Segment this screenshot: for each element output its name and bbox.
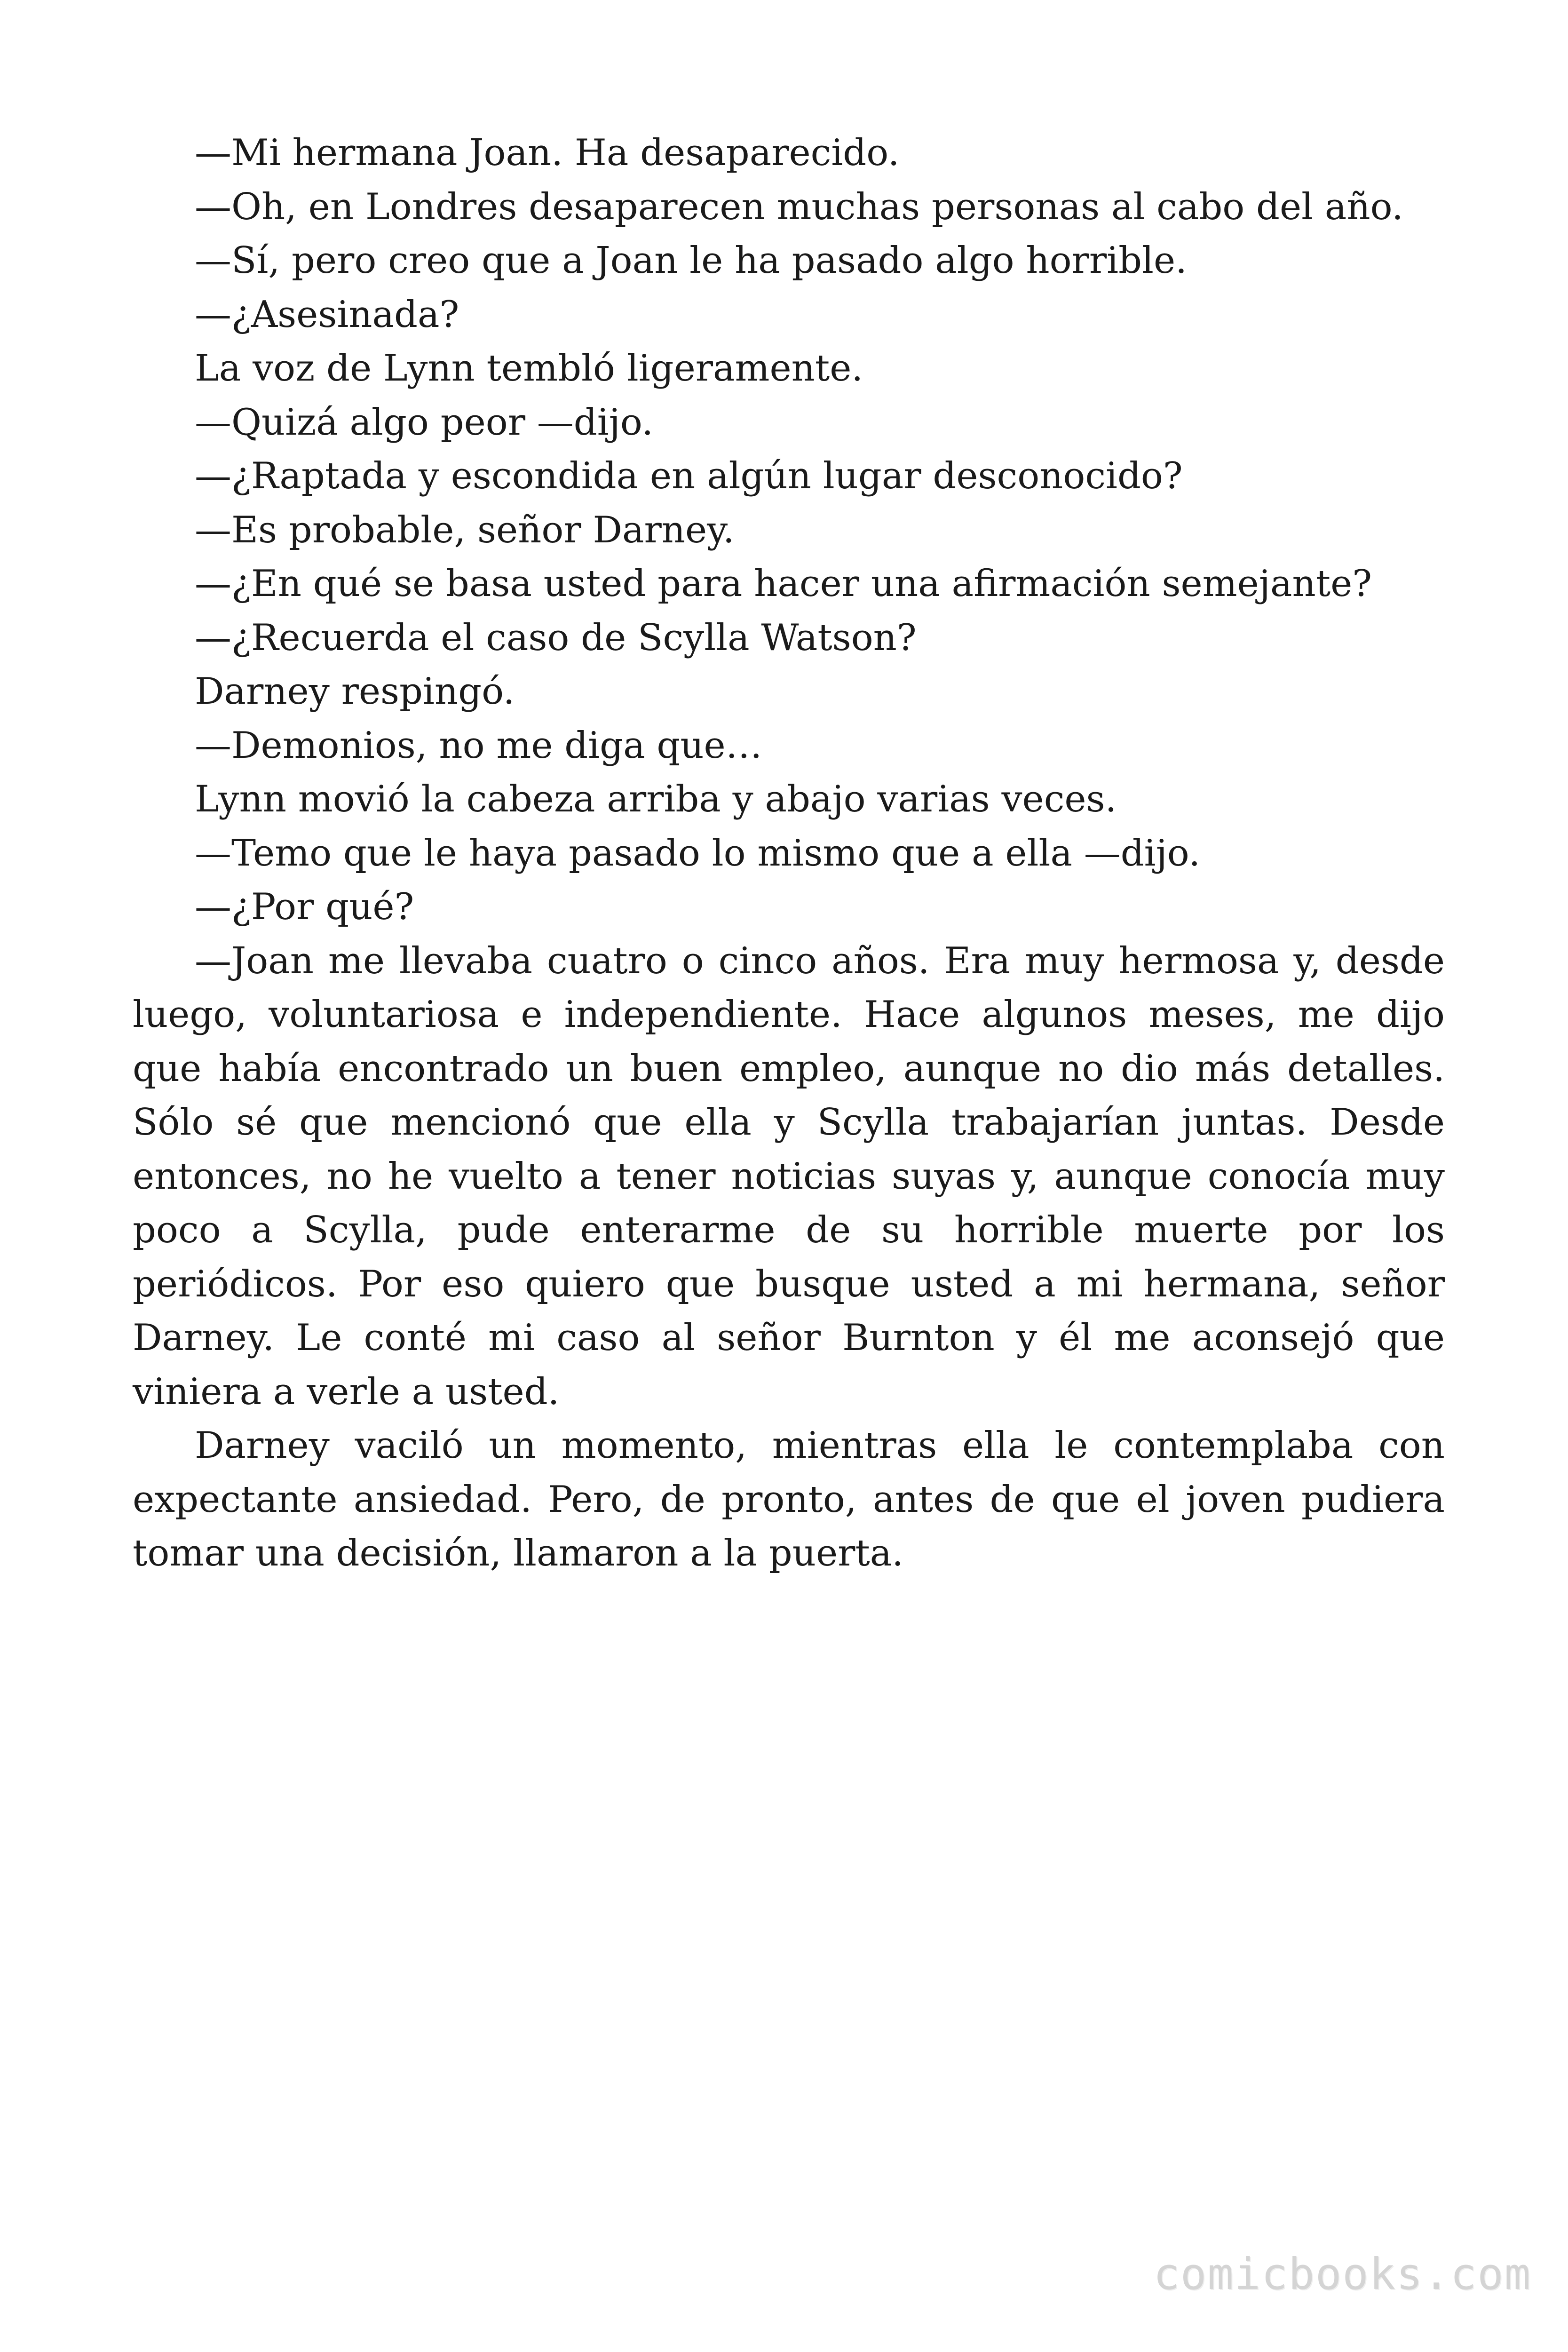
paragraph: Lynn movió la cabeza arriba y abajo varias veces. xyxy=(195,778,1117,820)
paragraph: —¿Por qué? xyxy=(195,886,414,928)
paragraph: —Joan me llevaba cuatro o cinco años. Era muy hermosa y, desde luego, voluntariosa e independiente. Hace algunos meses, me dijo que había encontrado un buen empleo, aunque no dio más detalles. Sólo sé que mencionó que ella y Scylla trabajarían juntas. Desde entonces, no he vuelto a tener noticias suyas y, aunque conocía muy poco a Scylla, pude enterarme de su horrible muerte por los periódicos. Por eso quiero que busque usted a mi hermana, señor Darney. Le conté mi caso al señor Burnton y él me aconsejó que viniera a verle a usted. xyxy=(133,939,1445,1413)
paragraph: Darney vaciló un momento, mientras ella le contemplaba con expectante ansiedad. Pero, de pronto, antes de que el joven pudiera tomar una decisión, llamaron a la puerta. xyxy=(133,1424,1445,1574)
paragraph: —Oh, en Londres desaparecen muchas personas al cabo del año. xyxy=(195,185,1403,228)
paragraph: —Sí, pero creo que a Joan le ha pasado algo horrible. xyxy=(195,239,1187,282)
paragraph: —Temo que le haya pasado lo mismo que a ella —dijo. xyxy=(195,832,1201,874)
paragraph: —Quizá algo peor —dijo. xyxy=(195,401,654,444)
paragraph: La voz de Lynn tembló ligeramente. xyxy=(195,347,863,389)
paragraph: Darney respingó. xyxy=(195,670,515,713)
paragraph: —Mi hermana Joan. Ha desaparecido. xyxy=(195,132,900,174)
page-body xyxy=(133,126,1445,1581)
paragraph: —¿Recuerda el caso de Scylla Watson? xyxy=(195,616,917,659)
paragraph: —¿Raptada y escondida en algún lugar desconocido? xyxy=(195,455,1183,497)
paragraph: —Demonios, no me diga que… xyxy=(195,724,762,767)
paragraph: —¿Asesinada? xyxy=(195,293,459,336)
paragraph: —Es probable, señor Darney. xyxy=(195,509,735,551)
watermark-text: comicbooks.com xyxy=(1153,2249,1531,2299)
paragraph: —¿En qué se basa usted para hacer una afirmación semejante? xyxy=(195,563,1372,605)
